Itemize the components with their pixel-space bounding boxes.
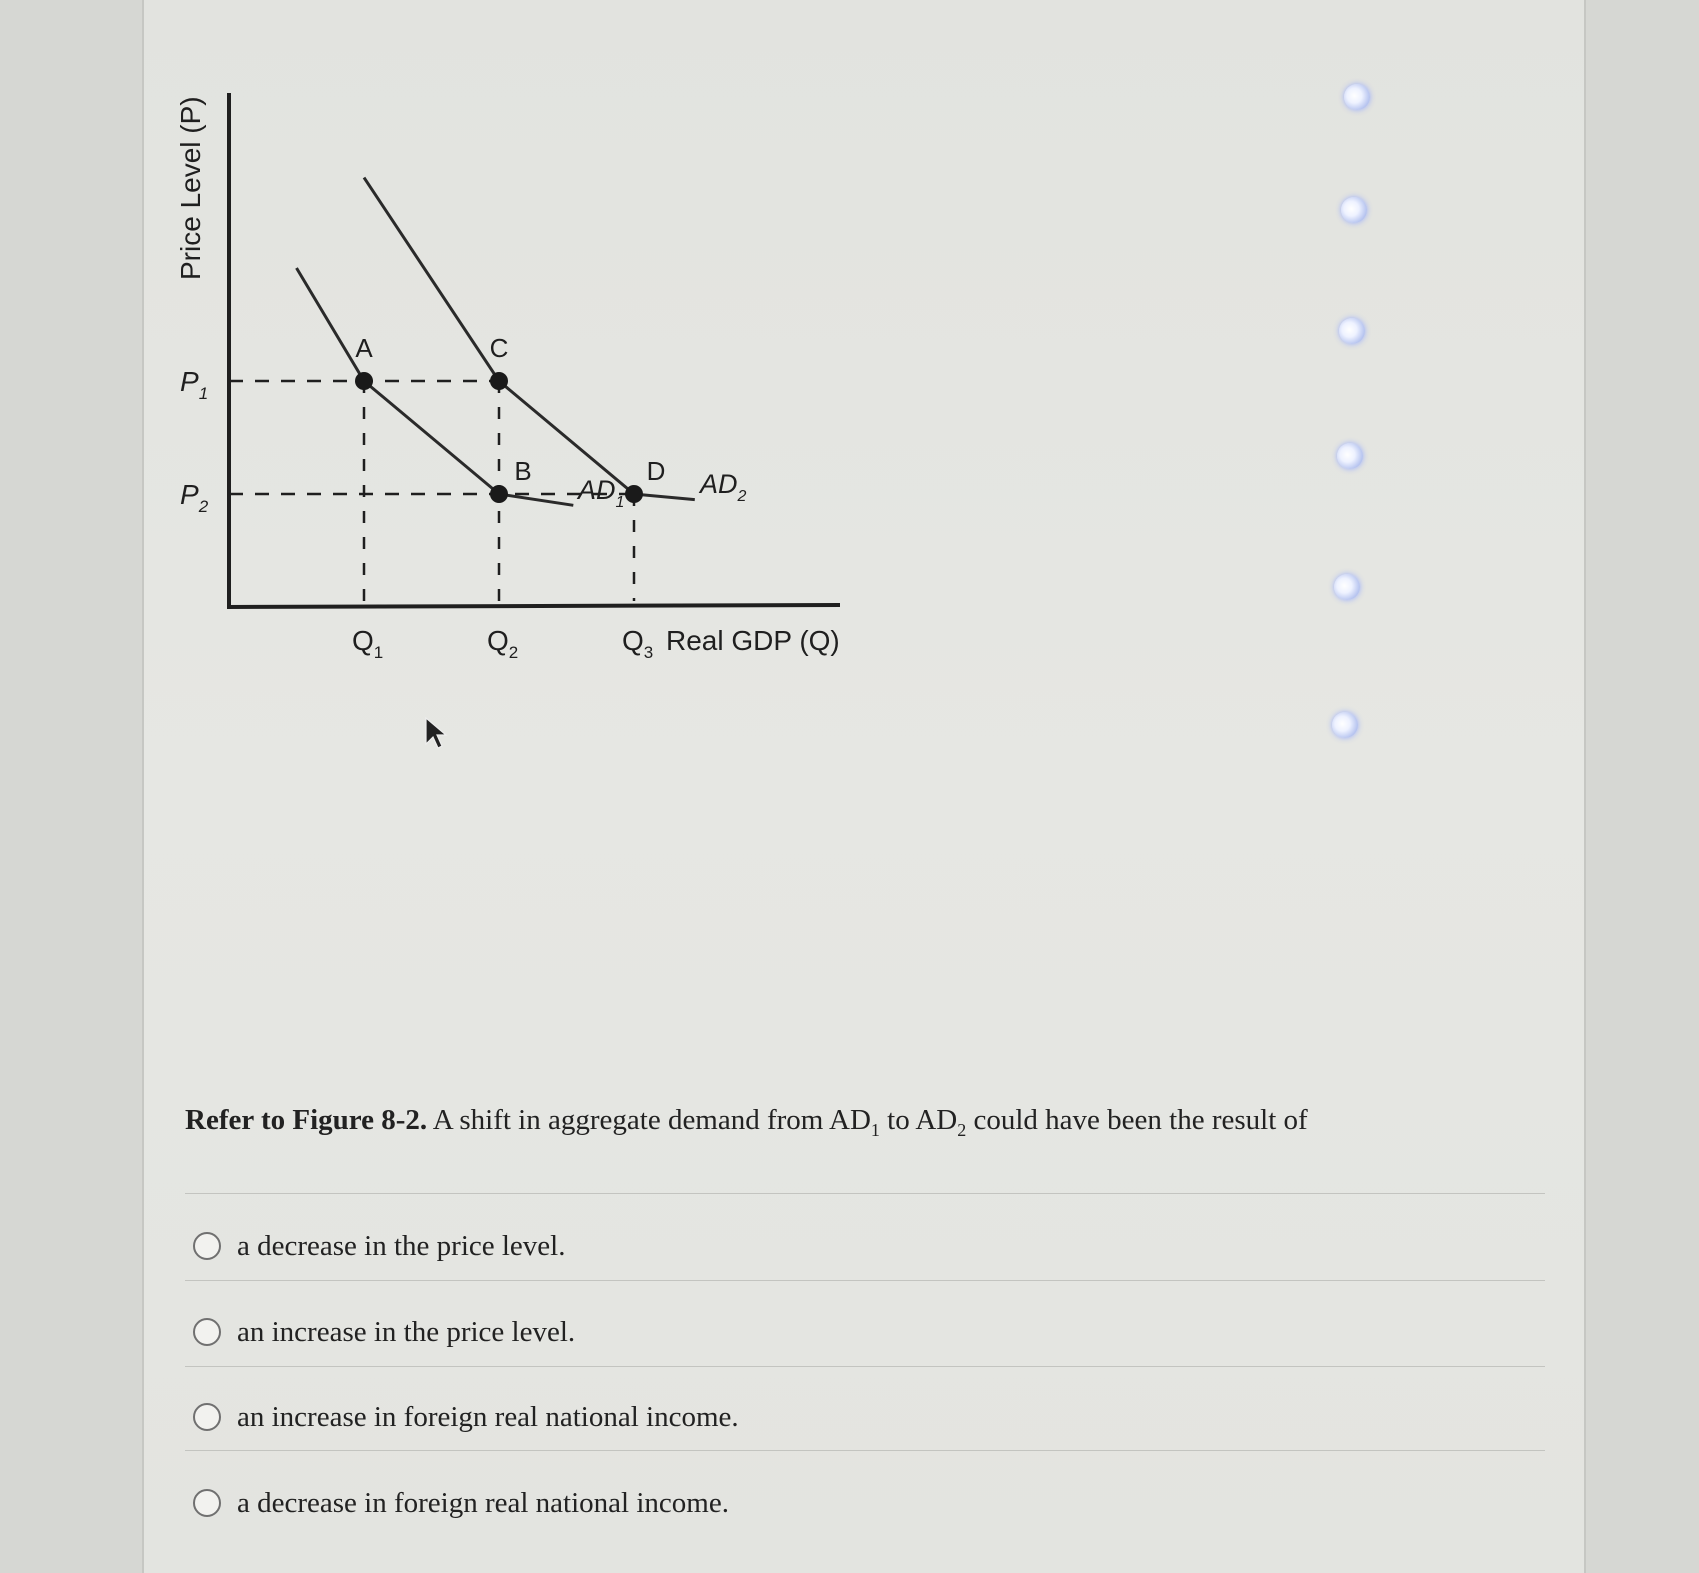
radio-button[interactable]	[193, 1403, 221, 1431]
point-a	[355, 372, 373, 390]
prompt-sub-1: 1	[870, 1119, 880, 1140]
ad1-curve	[297, 268, 574, 505]
question-text	[185, 1100, 1545, 1150]
x-tick-label-2: $Q_2$	[487, 625, 519, 662]
prompt-sub-2: 2	[957, 1119, 967, 1140]
side-radio-2[interactable]	[1341, 197, 1367, 223]
point-d	[625, 485, 643, 503]
radio-button[interactable]	[193, 1318, 221, 1346]
option-label: an increase in foreign real national income.	[237, 1400, 739, 1433]
point-label-a: A	[355, 333, 373, 363]
prompt-part-2: to AD	[887, 1104, 958, 1136]
radio-button[interactable]	[193, 1232, 221, 1260]
axes	[227, 93, 840, 609]
divider	[185, 1450, 1545, 1451]
ad1-label: $AD_1$	[578, 475, 625, 511]
point-b	[490, 485, 508, 503]
dashed-guides	[229, 381, 634, 601]
y-axis-title: Price Level (P)	[175, 96, 206, 280]
figure-reference: Refer to Figure 8-2.	[185, 1104, 428, 1136]
point-label-d: D	[646, 456, 666, 486]
point-c	[490, 372, 508, 390]
option-label: a decrease in the price level.	[237, 1229, 566, 1262]
aggregate-demand-figure	[0, 0, 900, 700]
point-label-c: C	[489, 333, 509, 363]
ad2-label: $AD_2$	[700, 469, 747, 505]
option-a[interactable]	[193, 1226, 565, 1266]
x-axis	[227, 605, 840, 607]
x-tick-label-1: $Q_1$	[352, 625, 384, 662]
mouse-cursor-icon	[424, 716, 450, 752]
side-radio-3[interactable]	[1339, 318, 1365, 344]
option-d[interactable]	[193, 1483, 729, 1523]
prompt-part-3: could have been the result of	[973, 1104, 1308, 1136]
y-tick-label-2: $P_2$	[180, 479, 209, 516]
side-radio-5[interactable]	[1334, 574, 1360, 600]
divider	[185, 1280, 1545, 1281]
radio-button[interactable]	[193, 1489, 221, 1517]
side-radio-1[interactable]	[1344, 84, 1370, 110]
y-tick-label-1: $P_1$	[180, 366, 209, 403]
option-c[interactable]	[193, 1397, 739, 1437]
option-b[interactable]	[193, 1312, 575, 1352]
prompt-part-1: A shift in aggregate demand from AD	[432, 1104, 871, 1136]
divider	[185, 1193, 1545, 1194]
ad2-curve	[364, 178, 695, 500]
side-radio-4[interactable]	[1337, 443, 1363, 469]
x-axis-title: Real GDP (Q)	[666, 625, 840, 656]
option-label: an increase in the price level.	[237, 1315, 576, 1348]
side-radio-6[interactable]	[1332, 712, 1358, 738]
point-label-b: B	[514, 456, 532, 486]
option-label: a decrease in foreign real national income.	[237, 1486, 729, 1519]
divider	[185, 1366, 1545, 1367]
x-tick-label-3: $Q_3$	[622, 625, 654, 662]
